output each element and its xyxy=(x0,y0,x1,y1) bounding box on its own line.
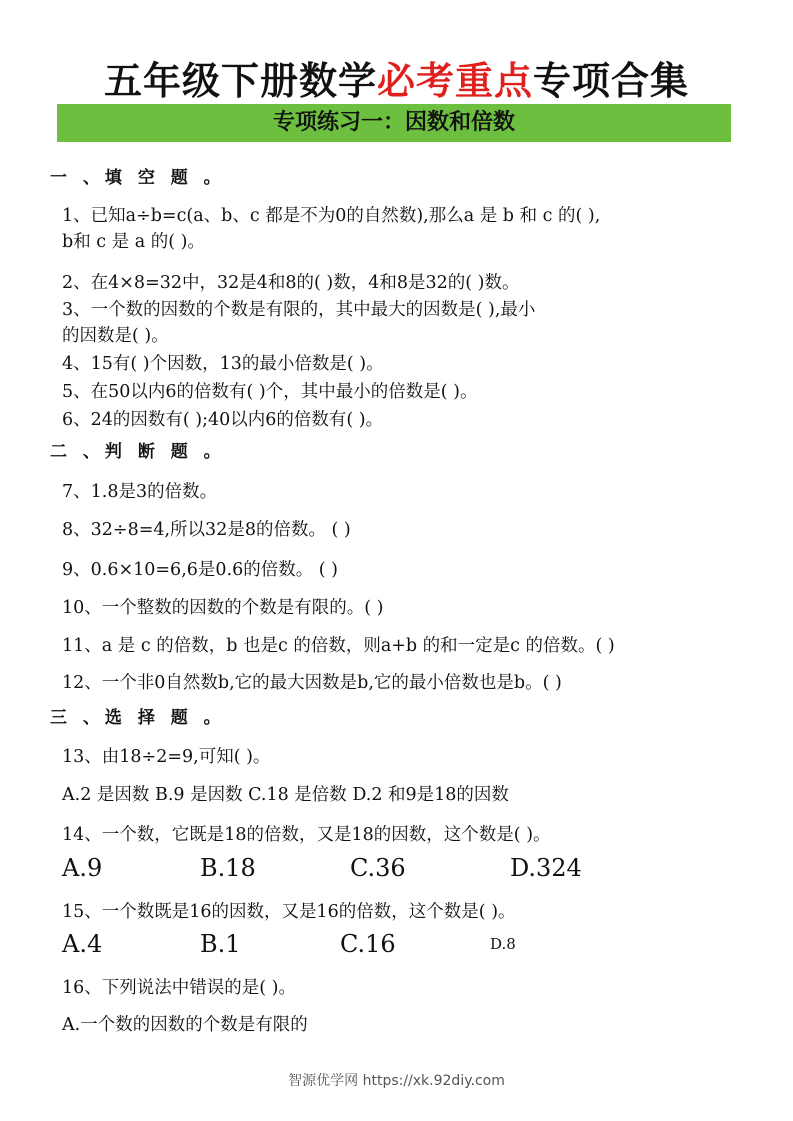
question-16: 16、下列说法中错误的是( )。 xyxy=(62,978,296,998)
section-choice-heading: 三 、选 择 题 。 xyxy=(50,708,226,728)
question-8: 8、32÷8=4,所以32是8的倍数。 ( ) xyxy=(62,520,351,540)
question-1-line2: b和 c 是 a 的( )。 xyxy=(62,232,205,252)
question-5: 5、在50以内6的倍数有( )个，其中最小的倍数是( )。 xyxy=(62,382,478,402)
question-7: 7、1.8是3的倍数。 xyxy=(62,482,218,502)
question-15: 15、一个数既是16的因数，又是16的倍数，这个数是( )。 xyxy=(62,902,516,922)
title-part1: 五年级下册数学 xyxy=(103,59,377,103)
question-10: 10、一个整数的因数的个数是有限的。( ) xyxy=(62,598,384,618)
question-4: 4、15有( )个因数，13的最小倍数是( )。 xyxy=(62,354,384,374)
option-b: B.18 xyxy=(200,854,256,882)
option-a: A.4 xyxy=(62,930,103,958)
section-fill-blank-heading: 一 、填 空 题 。 xyxy=(50,168,226,188)
question-9: 9、0.6×10=6,6是0.6的倍数。 ( ) xyxy=(62,560,339,580)
question-1-line1: 1、已知a÷b=c(a、b、c 都是不为0的自然数),那么a 是 b 和 c 的( ), xyxy=(62,206,601,226)
page-title xyxy=(0,50,793,105)
section-banner: 专项练习一：因数和倍数 xyxy=(57,104,731,142)
question-11: 11、a 是 c 的倍数，b 也是c 的倍数，则a+b 的和一定是c 的倍数。( ) xyxy=(62,636,615,656)
question-3-line2: 的因数是( )。 xyxy=(62,326,169,346)
question-14: 14、一个数，它既是18的倍数，又是18的因数，这个数是( )。 xyxy=(62,825,551,845)
question-12: 12、一个非0自然数b,它的最大因数是b,它的最小倍数也是b。( ) xyxy=(62,673,562,693)
option-d: D.8 xyxy=(490,935,516,953)
option-c: C.16 xyxy=(340,930,396,958)
title-accent: 必考重点 xyxy=(376,59,533,103)
question-13-options: A.2 是因数 B.9 是因数 C.18 是倍数 D.2 和9是18的因数 xyxy=(62,785,509,805)
question-13: 13、由18÷2=9,可知( )。 xyxy=(62,747,271,767)
section-true-false-heading: 二 、判 断 题 。 xyxy=(50,442,226,462)
question-6: 6、24的因数有( );40以内6的倍数有( )。 xyxy=(62,410,384,430)
option-a: A.9 xyxy=(62,854,103,882)
option-b: B.1 xyxy=(200,930,241,958)
question-3-line1: 3、一个数的因数的个数是有限的，其中最大的因数是( ),最小 xyxy=(62,300,536,320)
option-d: D.324 xyxy=(510,854,582,882)
title-part2: 专项合集 xyxy=(533,59,690,103)
footer-watermark: 智源优学网 https://xk.92diy.com xyxy=(288,1073,505,1089)
question-16-option-a: A.一个数的因数的个数是有限的 xyxy=(62,1015,308,1035)
option-c: C.36 xyxy=(350,854,406,882)
question-2: 2、在4×8=32中，32是4和8的( )数，4和8是32的( )数。 xyxy=(62,273,520,293)
